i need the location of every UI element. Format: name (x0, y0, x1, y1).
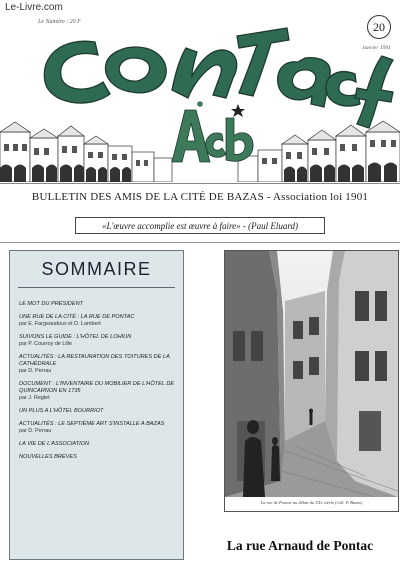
toc-item (19, 441, 179, 448)
toc-item-author: par P. Courroy de Lille (19, 341, 72, 347)
toc-item (19, 314, 179, 328)
header-divider (0, 183, 400, 184)
toc-item-author: par D. Perrau (19, 368, 52, 374)
toc-item (19, 454, 179, 461)
toc-item-title: ACTUALITÉS : LA RESTAURATION DES TOITURES DE LA CATHÉDRALE (19, 354, 170, 367)
toc-item-title: SUIVONS LE GUIDE : L'HÔTEL DE LOHIUN (19, 334, 132, 340)
bulletin-title: BULLETIN DES AMIS DE LA CITÉ DE BAZAS - Association loi 1901 (31, 191, 369, 203)
toc-item (19, 301, 179, 308)
sommaire-title: SOMMAIRE (41, 259, 152, 279)
toc-item (19, 354, 179, 375)
street-photo-illustration (225, 251, 398, 497)
quote-box: «L'œuvre accomplie est œuvre à faire» - (Paul Eluard) (75, 217, 325, 234)
issue-price-label: Le Numéro : 20 F (38, 19, 81, 25)
issue-date: Janvier 1991 (362, 45, 391, 51)
toc-item (19, 334, 179, 348)
right-town-skyline (238, 121, 400, 182)
toc-item-author: par E. Fargeaudoux et D. Lambert (19, 321, 101, 327)
toc-item-author: par J. Reglet (19, 395, 50, 401)
toc-item-title: LE MOT DU PRÉSIDENT (19, 301, 84, 307)
toc-item (19, 408, 179, 415)
star-icon (231, 104, 245, 117)
photo-caption: La rue de Pontac au début du XXe siècle (coll. P. Bazas) (260, 500, 363, 505)
toc-item-title: NOUVELLES BRÈVES (19, 454, 77, 460)
toc-item-title: LA VIE DE L'ASSOCIATION (19, 441, 90, 447)
photo-headline: La rue Arnaud de Pontac (226, 538, 374, 553)
left-town-skyline (0, 122, 172, 182)
masthead-illustration (0, 12, 400, 182)
watermark: Le-Livre.com (5, 2, 63, 13)
toc-item (19, 381, 179, 402)
toc-item-title: UNE RUE DE LA CITÉ : LA RUE DE PONTAC (19, 314, 135, 320)
street-photo (224, 250, 399, 512)
toc-item-author: par D. Perrau (19, 428, 52, 434)
toc-item-title: DOCUMENT : L'INVENTAIRE DU MOBILIER DE L'HÔTEL DE QUINCARNON EN 1735 (19, 381, 175, 394)
toc-item (19, 421, 179, 435)
toc-item-title: UN PLUS A L'HÔTEL BOURRIOT (19, 408, 104, 414)
issue-number-badge: 20 (367, 15, 391, 39)
table-of-contents (19, 301, 179, 467)
sommaire-panel (9, 250, 184, 560)
sommaire-divider (18, 287, 175, 288)
section-divider (0, 242, 400, 243)
contact-logo (44, 28, 393, 128)
toc-item-title: ACTUALITÉS : LE SEPTIÈME ART S'INSTALLE A BAZAS (19, 421, 165, 427)
